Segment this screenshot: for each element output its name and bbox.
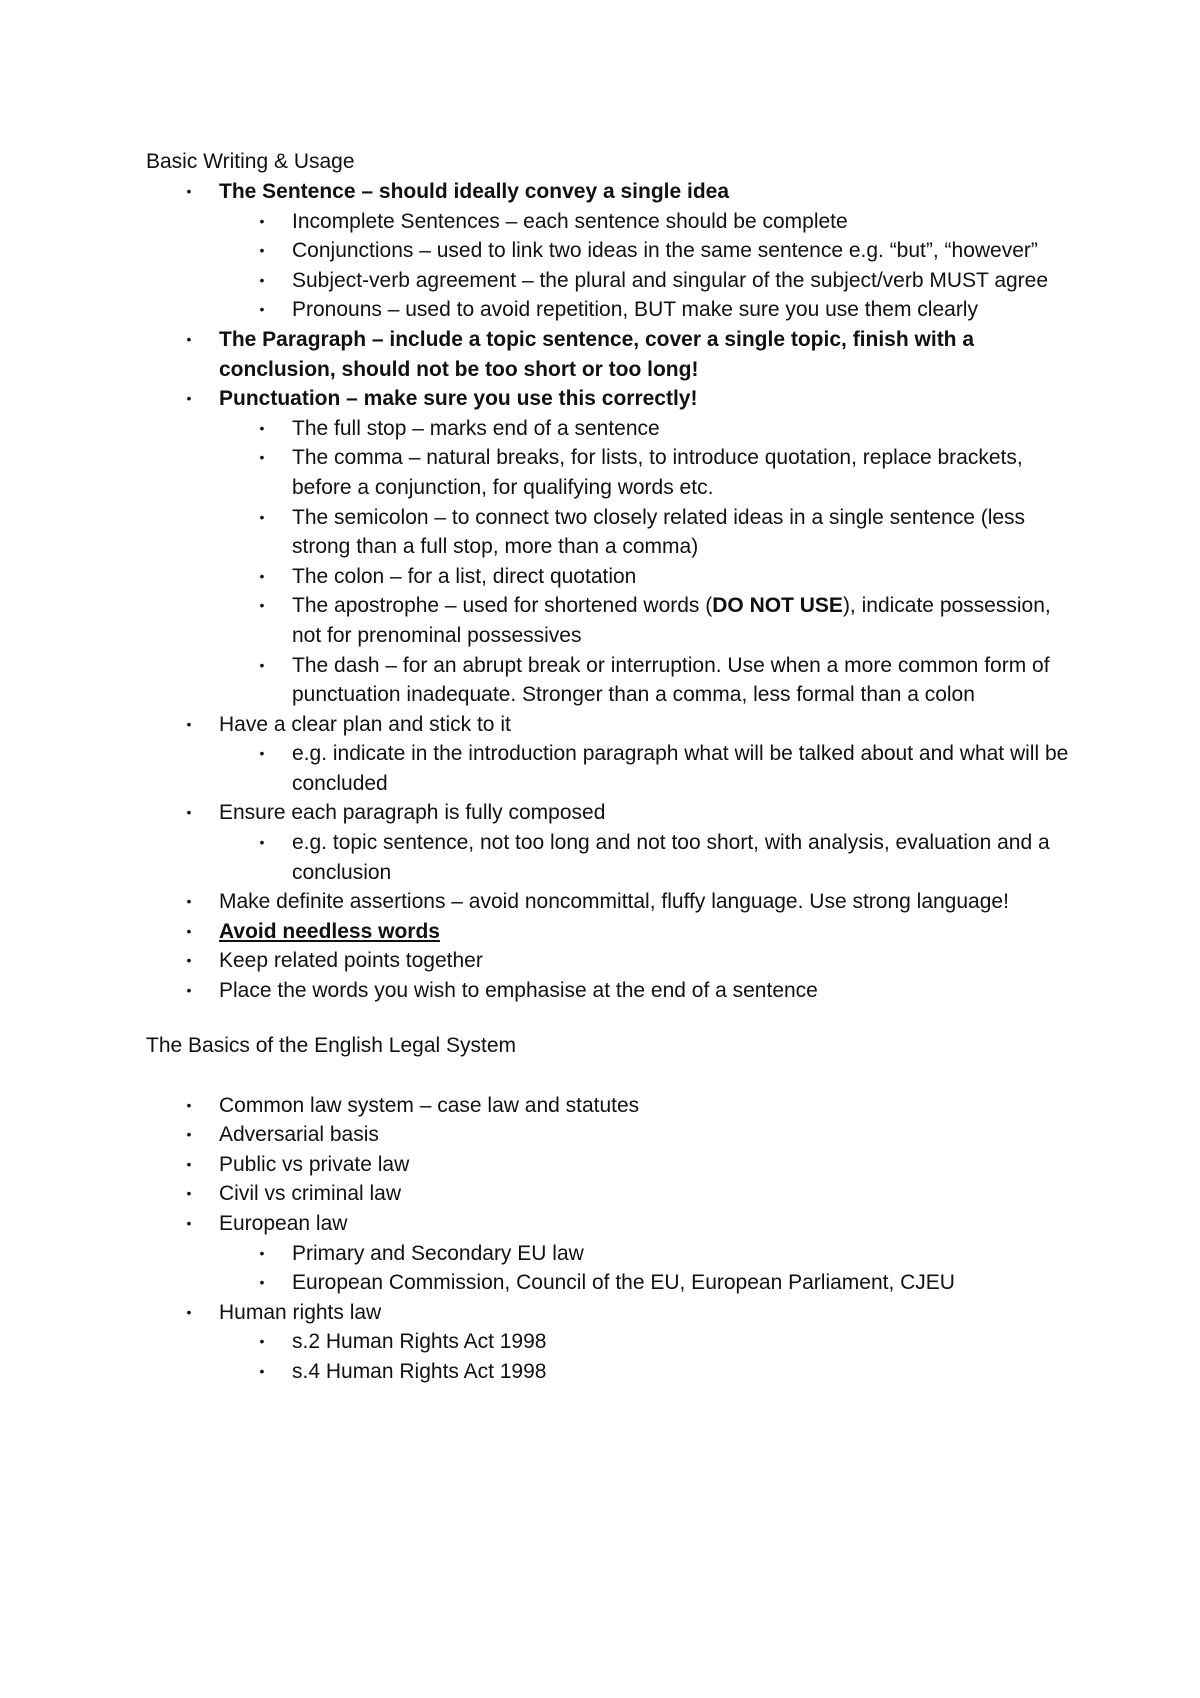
list-item-needless xyxy=(146,917,1080,947)
plan-sublist xyxy=(219,739,1080,798)
list-item-text: Civil vs criminal law xyxy=(219,1182,402,1206)
list-item-human-rights xyxy=(146,1298,1080,1387)
list-item-text: The dash – for an abrupt break or interruption. Use when a more common form of punctuation inadequate. Stronger than a comma, less formal than a colon xyxy=(292,653,1050,707)
bullet-icon: • xyxy=(186,982,192,999)
list-item xyxy=(219,562,1080,592)
list-item-text: Make definite assertions – avoid noncommittal, fluffy language. Use strong language! xyxy=(219,890,1009,914)
list-item-text: Subject-verb agreement – the plural and singular of the subject/verb MUST agree xyxy=(292,268,1049,292)
list-item-label: Human rights law xyxy=(219,1300,382,1324)
list-item-text: Keep related points together xyxy=(219,949,483,973)
list-item-text: The semicolon – to connect two closely related ideas in a single sentence (less strong than a full stop, more than a comma) xyxy=(292,505,1026,559)
list-item-text: Public vs private law xyxy=(219,1152,410,1176)
section-heading-basic-writing: Basic Writing & Usage xyxy=(146,150,355,173)
list-item xyxy=(219,1268,1080,1298)
list-item xyxy=(219,651,1080,710)
basic-writing-list xyxy=(146,177,1080,1006)
list-item-punctuation xyxy=(146,384,1080,710)
list-item-label: The Sentence – should ideally convey a single idea xyxy=(219,180,730,203)
list-item xyxy=(146,1150,1080,1180)
list-item-text: The comma – natural breaks, for lists, to introduce quotation, replace brackets, before a conjunction, for qualifying words etc. xyxy=(292,446,1023,499)
bullet-icon: • xyxy=(186,330,192,347)
bullet-icon: • xyxy=(186,1303,192,1320)
list-item-related xyxy=(146,946,1080,976)
bullet-icon: • xyxy=(259,745,265,762)
list-item xyxy=(219,443,1080,502)
list-item-text: The full stop – marks end of a sentence xyxy=(292,416,660,440)
european-sublist xyxy=(219,1239,1080,1298)
apostrophe-text-before: The apostrophe – used for shortened words ( xyxy=(292,594,713,618)
bullet-icon: • xyxy=(259,597,265,614)
list-item xyxy=(146,1179,1080,1209)
list-item xyxy=(219,739,1080,798)
bullet-icon: • xyxy=(186,390,192,407)
bullet-icon: • xyxy=(186,715,192,732)
bullet-icon: • xyxy=(186,952,192,969)
list-item-text: Avoid needless words xyxy=(219,919,440,943)
bullet-icon: • xyxy=(259,1333,265,1350)
list-item xyxy=(219,266,1080,296)
list-item-text: Adversarial basis xyxy=(219,1123,379,1147)
list-item-assertions xyxy=(146,887,1080,917)
bullet-icon: • xyxy=(259,656,265,673)
bullet-icon: • xyxy=(259,242,265,259)
apostrophe-text-after: ), indicate possession, not for prenominal possessives xyxy=(292,594,1051,647)
bullet-icon: • xyxy=(186,1126,192,1143)
apostrophe-text-bold: DO NOT USE xyxy=(712,594,843,618)
list-item-plan xyxy=(146,710,1080,799)
list-item-text: European Commission, Council of the EU, European Parliament, CJEU xyxy=(292,1271,955,1295)
bullet-icon: • xyxy=(186,183,192,199)
sentence-sublist xyxy=(219,207,1080,325)
bullet-icon: • xyxy=(186,1215,192,1231)
bullet-icon: • xyxy=(259,1274,265,1291)
list-item xyxy=(219,1327,1080,1357)
bullet-icon: • xyxy=(186,922,192,939)
list-item xyxy=(146,1120,1080,1150)
bullet-icon: • xyxy=(259,301,265,318)
list-item-paragraph xyxy=(146,325,1080,384)
list-item xyxy=(219,295,1080,325)
list-item xyxy=(146,1091,1080,1121)
bullet-icon: • xyxy=(259,508,265,525)
list-item-text: Place the words you wish to emphasise at the end of a sentence xyxy=(219,979,818,1003)
bullet-icon: • xyxy=(259,567,265,584)
list-item xyxy=(219,207,1080,237)
bullet-icon: • xyxy=(259,449,265,466)
list-item xyxy=(219,503,1080,562)
bullet-icon: • xyxy=(259,271,265,288)
bullet-icon: • xyxy=(259,419,265,436)
list-item-label: Ensure each paragraph is fully composed xyxy=(219,801,606,825)
list-item-sentence xyxy=(146,177,1080,325)
composed-sublist xyxy=(219,828,1080,887)
list-item-label: Have a clear plan and stick to it xyxy=(219,712,511,736)
list-item-european xyxy=(146,1209,1080,1298)
legal-system-list xyxy=(146,1091,1080,1387)
list-item xyxy=(219,1357,1080,1387)
list-item-text: s.2 Human Rights Act 1998 xyxy=(292,1330,547,1354)
list-item-apostrophe xyxy=(219,591,1080,650)
bullet-icon: • xyxy=(186,1096,192,1113)
bullet-icon: • xyxy=(259,212,265,229)
bullet-icon: • xyxy=(186,893,192,910)
list-item-text: e.g. indicate in the introduction paragraph what will be talked about and what will be concluded xyxy=(292,742,1069,795)
list-item-label: The Paragraph – include a topic sentence, cover a single topic, finish with a conclusion, should not be too short or too long! xyxy=(219,327,975,381)
list-item-text: s.4 Human Rights Act 1998 xyxy=(292,1359,547,1383)
list-item-composed xyxy=(146,798,1080,887)
list-item xyxy=(219,828,1080,887)
bullet-icon: • xyxy=(186,1155,192,1172)
list-item xyxy=(219,414,1080,444)
list-item-text: Incomplete Sentences – each sentence should be complete xyxy=(292,209,848,233)
bullet-icon: • xyxy=(186,1185,192,1202)
list-item-label: European law xyxy=(219,1212,348,1235)
punctuation-sublist xyxy=(219,414,1080,710)
list-item xyxy=(219,1239,1080,1269)
bullet-icon: • xyxy=(186,804,192,821)
list-item-text: Pronouns – used to avoid repetition, BUT make sure you use them clearly xyxy=(292,298,978,322)
list-item-text: e.g. topic sentence, not too long and not too short, with analysis, evaluation and a conclusion xyxy=(292,831,1050,884)
list-item-text: Conjunctions – used to link two ideas in the same sentence e.g. “but”, “however” xyxy=(292,239,1038,263)
list-item-label: Punctuation – make sure you use this correctly! xyxy=(219,387,698,411)
list-item-text: The colon – for a list, direct quotation xyxy=(292,564,637,588)
bullet-icon: • xyxy=(259,1244,265,1261)
list-item-text: Primary and Secondary EU law xyxy=(292,1241,584,1265)
list-item-text: Common law system – case law and statutes xyxy=(219,1093,640,1117)
bullet-icon: • xyxy=(259,834,265,851)
bullet-icon: • xyxy=(259,1362,265,1379)
human-rights-sublist xyxy=(219,1327,1080,1386)
section-heading-legal-system: The Basics of the English Legal System xyxy=(146,1033,517,1057)
list-item xyxy=(219,236,1080,266)
list-item-emphasise xyxy=(146,976,1080,1006)
